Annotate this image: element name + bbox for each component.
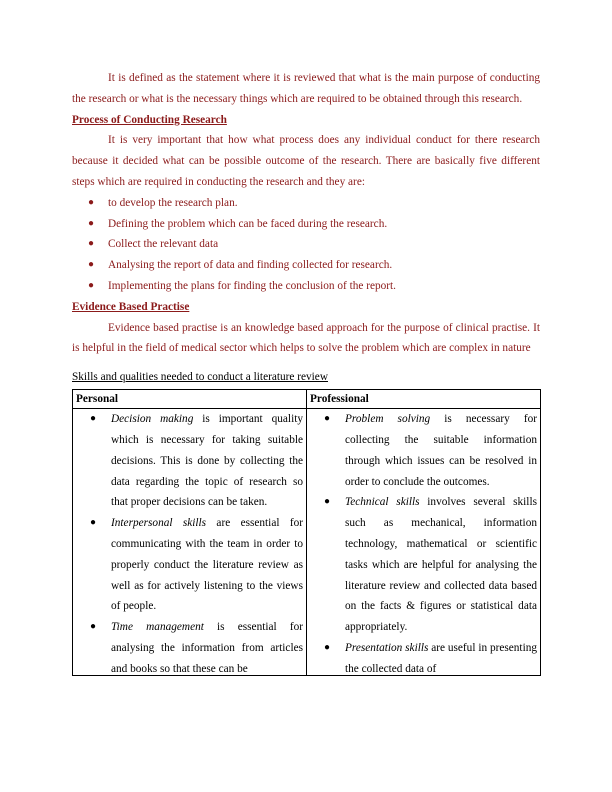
list-item [307,409,540,492]
personal-column-header: Personal [73,390,307,409]
list-item [73,617,306,675]
research-steps-list [72,193,540,297]
skill-term: Presentation skills [345,641,429,654]
list-item-text: Analysing the report of data and finding collected for research. [108,259,393,272]
professional-skills-list [307,409,540,675]
skill-term: Problem solving [345,413,431,426]
list-item [72,255,540,276]
bullet-icon: ● [90,517,97,529]
skill-term: Technical skills [345,496,420,509]
list-item [73,513,306,617]
bullet-icon: ● [88,217,95,229]
bullet-icon: ● [324,496,331,508]
personal-cell [73,409,307,676]
table-row [73,409,541,676]
professional-column-header: Professional [307,390,541,409]
skill-description: involves several skills such as mechanical, information technology, mathematical or scientific tasks which are helpful for analysing the literature review and collected data based on the facts & figures or statistical data appropriately. [345,496,537,634]
list-item [72,234,540,255]
skills-table [72,389,541,676]
list-item [307,638,540,675]
bullet-icon: ● [324,413,331,425]
list-item-text: Collect the relevant data [108,238,219,251]
bullet-icon: ● [90,413,97,425]
skill-description: is necessary for collecting the suitable information through which issues can be resolved in order to conclude the outcomes. [345,413,537,488]
list-item-text: Implementing the plans for finding the conclusion of the report. [108,279,396,292]
list-item [73,409,306,513]
bullet-icon: ● [88,259,95,271]
skill-description: is important quality which is necessary for taking suitable decisions. This is done by collecting the data regarding the topic of research so that proper decisions can be taken. [111,413,303,509]
list-item-text: to develop the research plan. [108,196,238,209]
skill-term: Interpersonal skills [111,517,207,530]
intro-paragraph: It is defined as the statement where it is reviewed that what is the main purpose of conducting the research or what is the necessary things which are required to be obtained through this research. [72,72,540,105]
bullet-icon: ● [88,279,95,291]
document-page [72,68,540,676]
table-caption: Skills and qualities needed to conduct a literature review [72,371,328,384]
skill-description: are useful in presenting the collected data of [345,641,538,675]
list-item-text: Defining the problem which can be faced during the research. [108,217,388,230]
list-item [72,193,540,214]
personal-skills-list [73,409,306,675]
bullet-icon: ● [88,238,95,250]
process-paragraph: It is very important that how what process does any individual conduct for there research because it decided what can be possible outcome of the research. There are basically five different steps which are required in conducting the research and they are: [72,134,540,188]
bullet-icon: ● [324,641,331,653]
process-heading: Process of Conducting Research [72,113,227,126]
list-item [72,214,540,235]
bullet-icon: ● [88,196,95,208]
list-item [72,276,540,297]
skill-description: are essential for communicating with the team in order to properly conduct the literature review as well as for actively listening to the views of people. [111,517,303,613]
table-header-row [73,390,541,409]
list-item [307,492,540,638]
skill-term: Time management [111,621,204,634]
skill-term: Decision making [111,413,194,426]
skill-description: is essential for analysing the information from articles and books so that these can be [111,621,303,675]
evidence-paragraph: Evidence based practise is an knowledge based approach for the purpose of clinical practise. It is helpful in the field of medical sector which helps to solve the problem which are complex in nature [72,321,540,355]
professional-cell [307,409,541,676]
bullet-icon: ● [90,621,97,633]
evidence-heading: Evidence Based Practise [72,300,190,313]
